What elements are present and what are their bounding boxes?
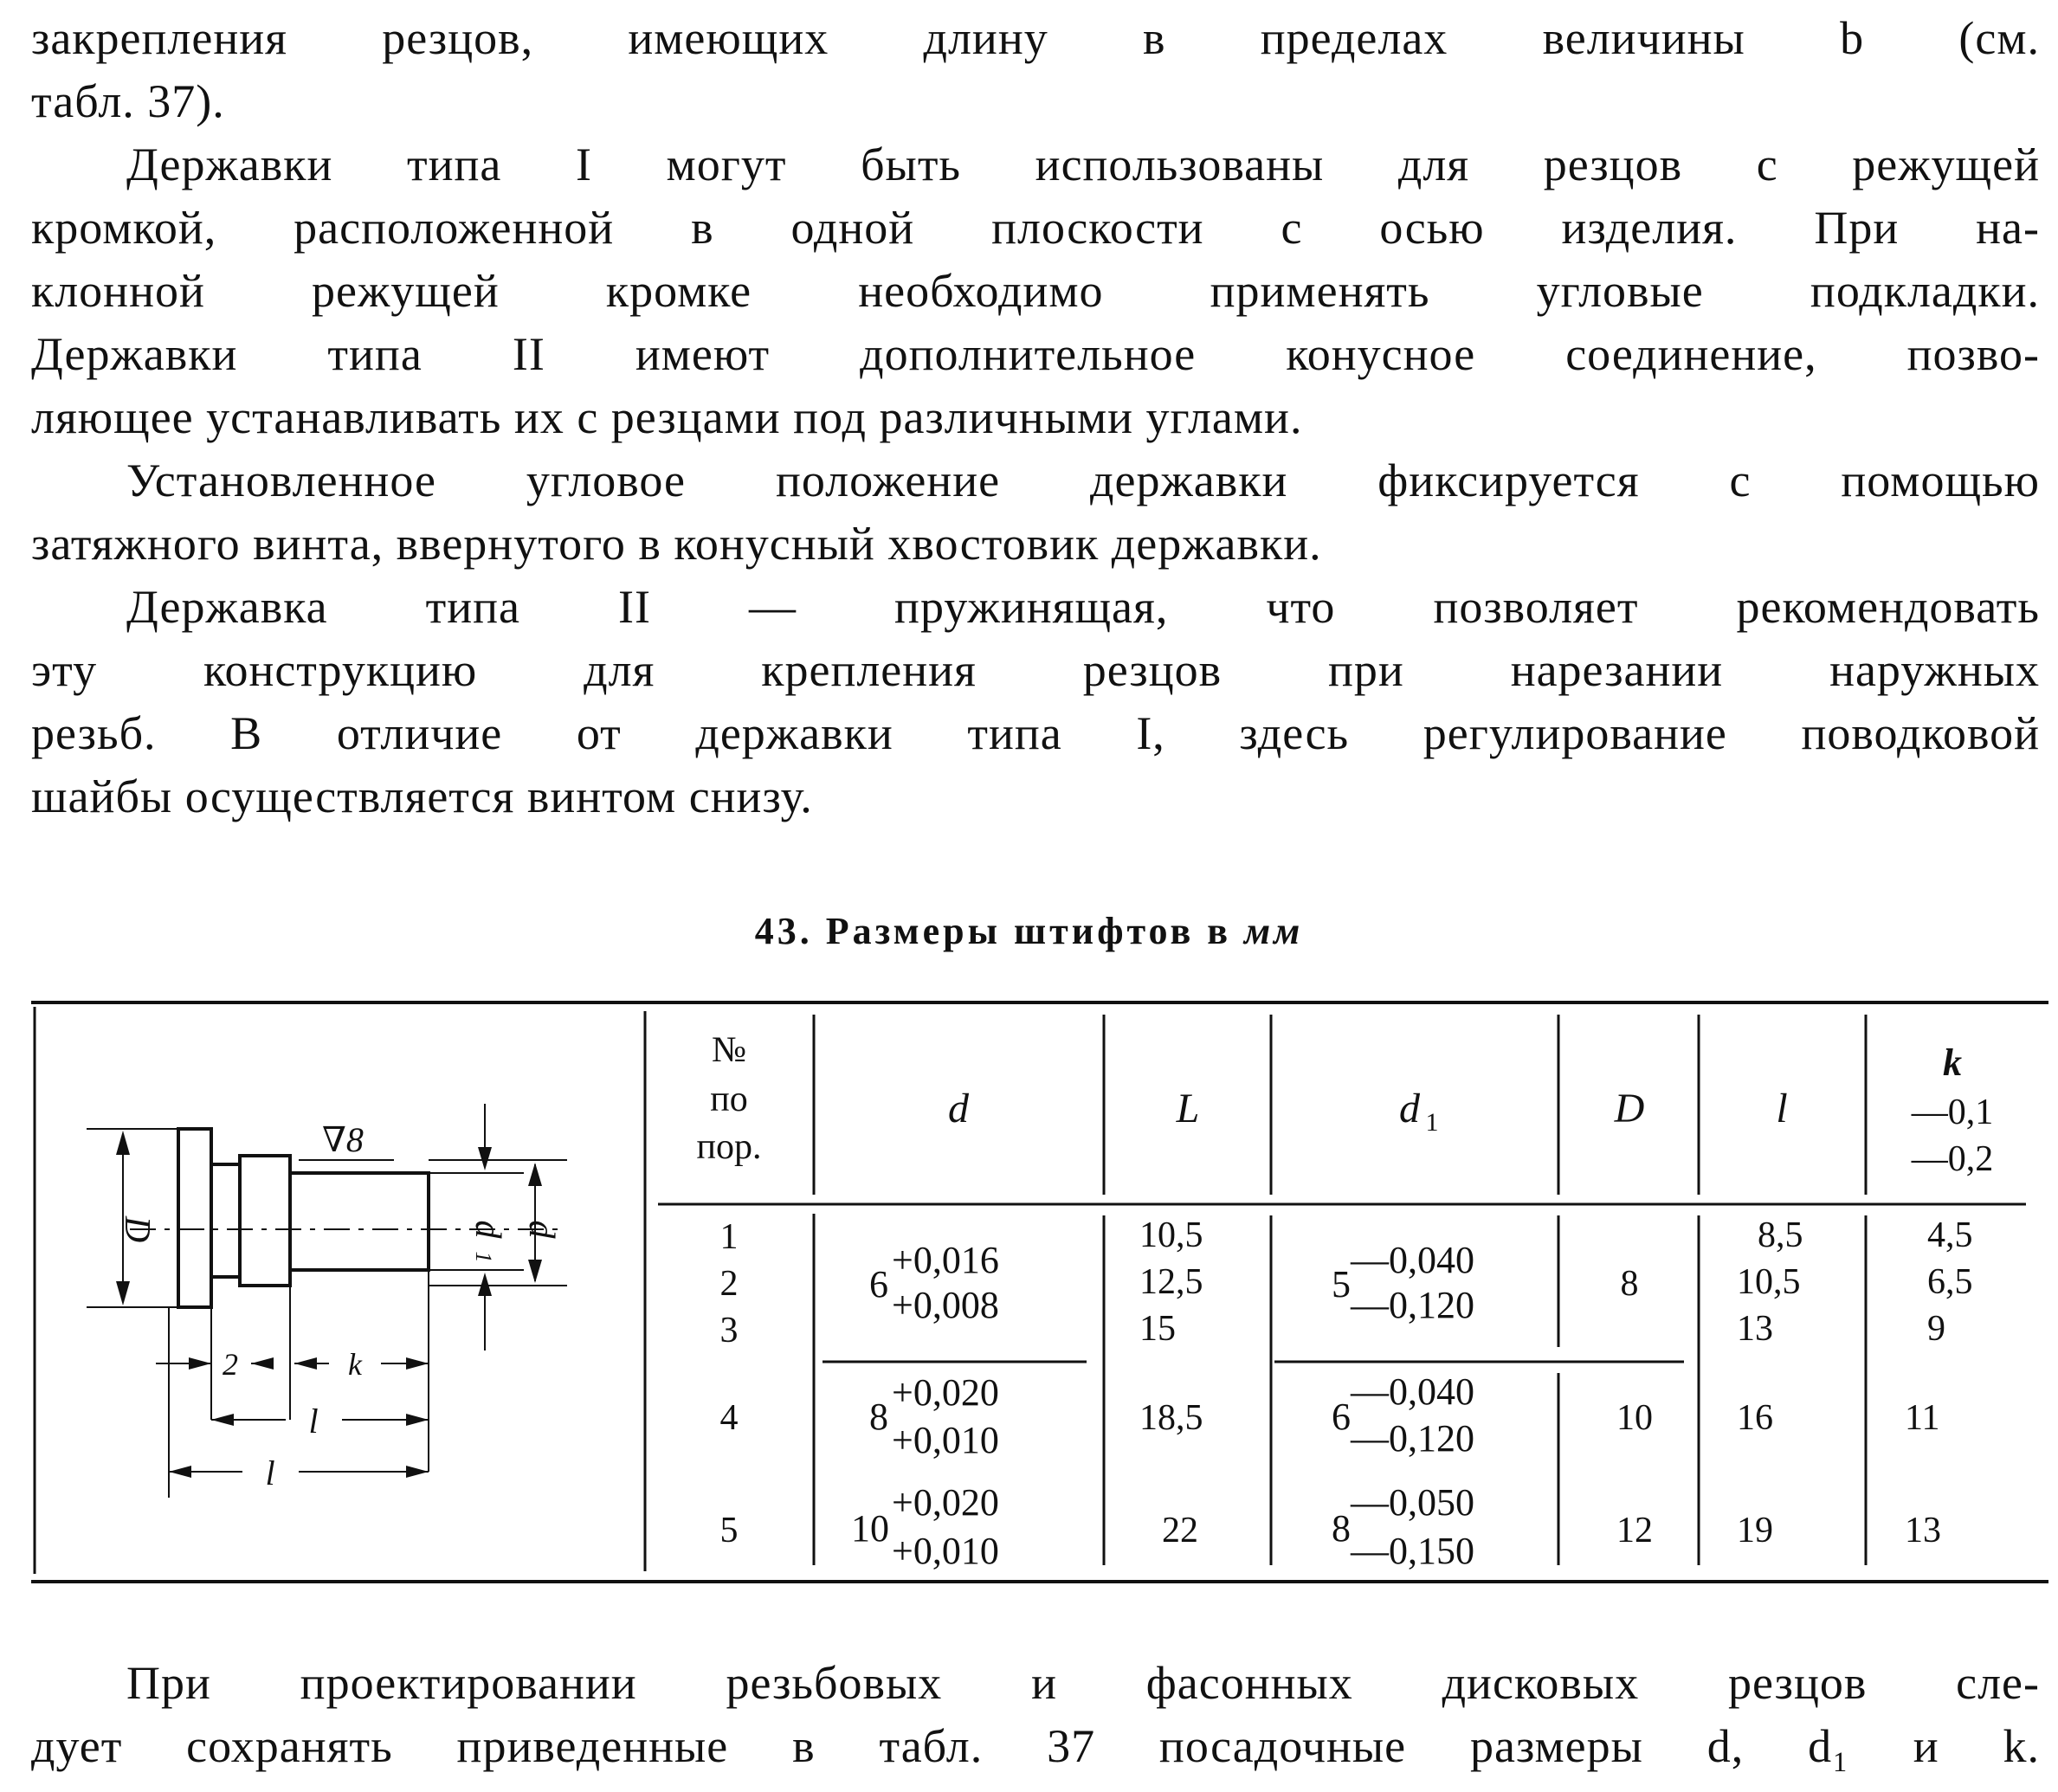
d1-group1-base: 5	[1332, 1263, 1351, 1305]
row-no-5: 5	[719, 1511, 739, 1550]
header-L: L	[1176, 1086, 1200, 1131]
l-row4: 16	[1737, 1398, 1773, 1438]
header-D: D	[1614, 1086, 1645, 1131]
l-row3: 13	[1737, 1309, 1773, 1349]
d-group1-lower: +0,008	[892, 1284, 999, 1326]
text-line: ляющее устанавливать их с резцами под различными углами.	[31, 391, 1303, 443]
k-row5: 13	[1905, 1511, 1941, 1550]
drawing-label-D: D	[117, 1215, 157, 1243]
d1-row4-base: 6	[1332, 1396, 1351, 1438]
paragraph-disk-cutters	[31, 1652, 2040, 1778]
text-line: клонной режущей кромке необходимо применять угловые подкладки.	[31, 265, 2040, 317]
row-no-1: 1	[719, 1217, 739, 1257]
text-line: кромкой, расположенной в одной плоскости с осью изделия. При на-	[31, 202, 2040, 254]
d-group1-upper: +0,016	[892, 1239, 999, 1281]
text-line: резьб. В отличие от державки типа I, здесь регулирование поводковой	[31, 707, 2040, 759]
header-k-upper: —0,1	[1911, 1093, 1994, 1132]
drawing-label-k: k	[348, 1347, 362, 1382]
L-row3: 15	[1139, 1309, 1176, 1349]
header-d1-subscript: 1	[1425, 1108, 1439, 1137]
d-row5-base: 10	[851, 1507, 889, 1550]
text-line: затяжного винта, ввернутого в конусный хвостовик державки.	[31, 518, 1322, 570]
text-line: Державка типа II — пружинящая, что позволяет рекомендовать	[126, 581, 2040, 633]
D-group1: 8	[1620, 1264, 1639, 1304]
L-row1: 10,5	[1139, 1215, 1203, 1255]
header-d: d	[948, 1086, 969, 1131]
header-no-line1: №	[711, 1030, 747, 1070]
header-k: k	[1943, 1041, 1962, 1084]
header-no-line2: по	[710, 1080, 748, 1119]
row-no-2: 2	[719, 1264, 739, 1304]
l-row1: 8,5	[1758, 1215, 1803, 1255]
d-row5-lower: +0,010	[892, 1530, 999, 1572]
pin-drawing	[87, 1104, 567, 1498]
d-row4-base: 8	[869, 1396, 888, 1438]
L-row2: 12,5	[1139, 1262, 1203, 1302]
D-row5: 12	[1616, 1511, 1653, 1550]
k-row1: 4,5	[1927, 1215, 1973, 1255]
d1-row4-lower: —0,120	[1351, 1417, 1474, 1460]
d1-row5-base: 8	[1332, 1507, 1351, 1550]
text-line: табл. 37).	[31, 75, 225, 127]
d1-row4-upper: —0,040	[1351, 1370, 1474, 1413]
drawing-label-d: d	[521, 1220, 561, 1239]
l-row5: 19	[1737, 1511, 1773, 1550]
header-k-lower: —0,2	[1911, 1139, 1994, 1179]
drawing-label-l-short: l	[308, 1402, 319, 1441]
drawing-label-2: 2	[223, 1347, 238, 1382]
text-line: шайбы осуществляется винтом снизу.	[31, 770, 813, 822]
k-row2: 6,5	[1927, 1262, 1973, 1302]
row-no-4: 4	[719, 1398, 739, 1438]
d-row4-upper: +0,020	[892, 1371, 999, 1414]
text-line: Державки типа II имеют дополнительное конусное соединение, позво-	[31, 328, 2040, 380]
d1-group1-lower: —0,120	[1351, 1284, 1474, 1326]
text-line: дует сохранять приведенные в табл. 37 посадочные размеры d, d₁ и k.	[31, 1720, 2040, 1772]
header-no-line3: пор.	[696, 1127, 762, 1167]
text-line: эту конструкцию для крепления резцов при нарезании наружных	[31, 644, 2040, 696]
k-row4: 11	[1905, 1398, 1940, 1438]
row-no-3: 3	[719, 1311, 739, 1350]
L-row5: 22	[1162, 1511, 1198, 1550]
drawing-label-d1-subscript: 1	[471, 1251, 496, 1263]
drawing-label-d1: d	[468, 1220, 507, 1239]
drawing-finish-mark: ∇8	[322, 1120, 364, 1159]
k-row3: 9	[1927, 1309, 1945, 1349]
text-line: Державки типа I могут быть использованы для резцов с режущей	[126, 139, 2040, 190]
text-line: Установленное угловое положение державки фиксируется с помощью	[126, 454, 2040, 506]
caption-text: 43. Размеры штифтов в	[754, 910, 1231, 952]
D-row4: 10	[1616, 1398, 1653, 1438]
d-row5-upper: +0,020	[892, 1481, 999, 1524]
l-row2: 10,5	[1737, 1262, 1801, 1302]
drawing-label-l-long: l	[265, 1454, 275, 1492]
text-line: При проектировании резьбовых и фасонных дисковых резцов сле-	[126, 1657, 2040, 1709]
text-line: закрепления резцов, имеющих длину в пределах величины b (см.	[31, 12, 2040, 64]
d-group1-base: 6	[869, 1263, 888, 1305]
L-row4: 18,5	[1139, 1398, 1203, 1438]
header-d1: d	[1399, 1086, 1420, 1131]
d1-row5-upper: —0,050	[1351, 1481, 1474, 1524]
d1-row5-lower: —0,150	[1351, 1530, 1474, 1572]
header-l: l	[1776, 1086, 1788, 1131]
d-row4-lower: +0,010	[892, 1419, 999, 1461]
d1-group1-upper: —0,040	[1351, 1239, 1474, 1281]
caption-unit: мм	[1243, 910, 1304, 952]
